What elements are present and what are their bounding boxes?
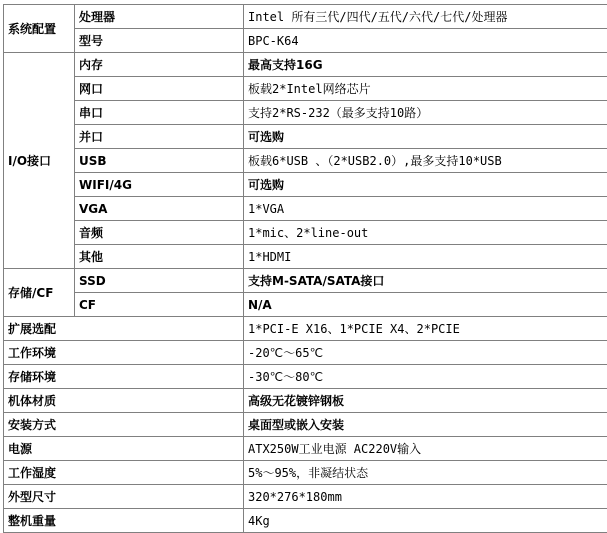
row-value: -20℃～65℃ xyxy=(244,341,607,365)
table-row xyxy=(4,485,607,509)
table-row xyxy=(4,509,607,533)
table-row xyxy=(4,389,607,413)
row-value: 桌面型或嵌入安装 xyxy=(244,413,607,437)
row-value: ATX250W工业电源 AC220V输入 xyxy=(244,437,607,461)
row-value: 1*VGA xyxy=(244,197,607,221)
row-category: 外型尺寸 xyxy=(4,485,244,509)
row-subcategory: 网口 xyxy=(75,77,244,101)
row-value: 1*PCI-E X16、1*PCIE X4、2*PCIE xyxy=(244,317,607,341)
table-row xyxy=(4,413,607,437)
table-row xyxy=(4,77,607,101)
row-value: 最高支持16G xyxy=(244,53,607,77)
row-value: 板载2*Intel网络芯片 xyxy=(244,77,607,101)
row-subcategory: CF xyxy=(75,293,244,317)
table-row xyxy=(4,53,607,77)
spec-table-body xyxy=(4,5,607,533)
table-row xyxy=(4,437,607,461)
row-subcategory: 串口 xyxy=(75,101,244,125)
row-subcategory: 音频 xyxy=(75,221,244,245)
table-row xyxy=(4,221,607,245)
table-row xyxy=(4,197,607,221)
row-value: 高级无花镀锌钢板 xyxy=(244,389,607,413)
row-category: 工作湿度 xyxy=(4,461,244,485)
row-category: 整机重量 xyxy=(4,509,244,533)
table-row xyxy=(4,461,607,485)
specification-table xyxy=(3,4,607,533)
table-row xyxy=(4,341,607,365)
row-category: 工作环境 xyxy=(4,341,244,365)
row-value: 4Kg xyxy=(244,509,607,533)
row-subcategory: USB xyxy=(75,149,244,173)
row-value: 可选购 xyxy=(244,125,607,149)
row-subcategory: WIFI/4G xyxy=(75,173,244,197)
row-subcategory: SSD xyxy=(75,269,244,293)
row-category: 扩展选配 xyxy=(4,317,244,341)
row-value: 支持2*RS-232（最多支持10路） xyxy=(244,101,607,125)
table-row xyxy=(4,245,607,269)
table-row xyxy=(4,101,607,125)
row-value: 可选购 xyxy=(244,173,607,197)
table-row xyxy=(4,173,607,197)
row-value: 1*HDMI xyxy=(244,245,607,269)
row-subcategory: VGA xyxy=(75,197,244,221)
row-value: 5%～95%，非凝结状态 xyxy=(244,461,607,485)
row-category: 系统配置 xyxy=(4,5,75,53)
row-subcategory: 并口 xyxy=(75,125,244,149)
row-subcategory: 其他 xyxy=(75,245,244,269)
row-value: 板载6*USB 、（2*USB2.0）,最多支持10*USB xyxy=(244,149,607,173)
table-row xyxy=(4,125,607,149)
table-row xyxy=(4,29,607,53)
table-row xyxy=(4,317,607,341)
row-category: 电源 xyxy=(4,437,244,461)
row-value: BPC-K64 xyxy=(244,29,607,53)
table-row xyxy=(4,293,607,317)
table-row xyxy=(4,5,607,29)
row-value: 1*mic、2*line-out xyxy=(244,221,607,245)
row-value: Intel 所有三代/四代/五代/六代/七代/处理器 xyxy=(244,5,607,29)
row-category: 安装方式 xyxy=(4,413,244,437)
row-category: 存储/CF xyxy=(4,269,75,317)
table-row xyxy=(4,149,607,173)
row-subcategory: 内存 xyxy=(75,53,244,77)
row-category: I/O接口 xyxy=(4,53,75,269)
table-row xyxy=(4,365,607,389)
row-subcategory: 型号 xyxy=(75,29,244,53)
table-row xyxy=(4,269,607,293)
row-category: 存储环境 xyxy=(4,365,244,389)
row-value: 支持M-SATA/SATA接口 xyxy=(244,269,607,293)
row-value: N/A xyxy=(244,293,607,317)
row-value: 320*276*180mm xyxy=(244,485,607,509)
row-subcategory: 处理器 xyxy=(75,5,244,29)
row-value: -30℃～80℃ xyxy=(244,365,607,389)
row-category: 机体材质 xyxy=(4,389,244,413)
